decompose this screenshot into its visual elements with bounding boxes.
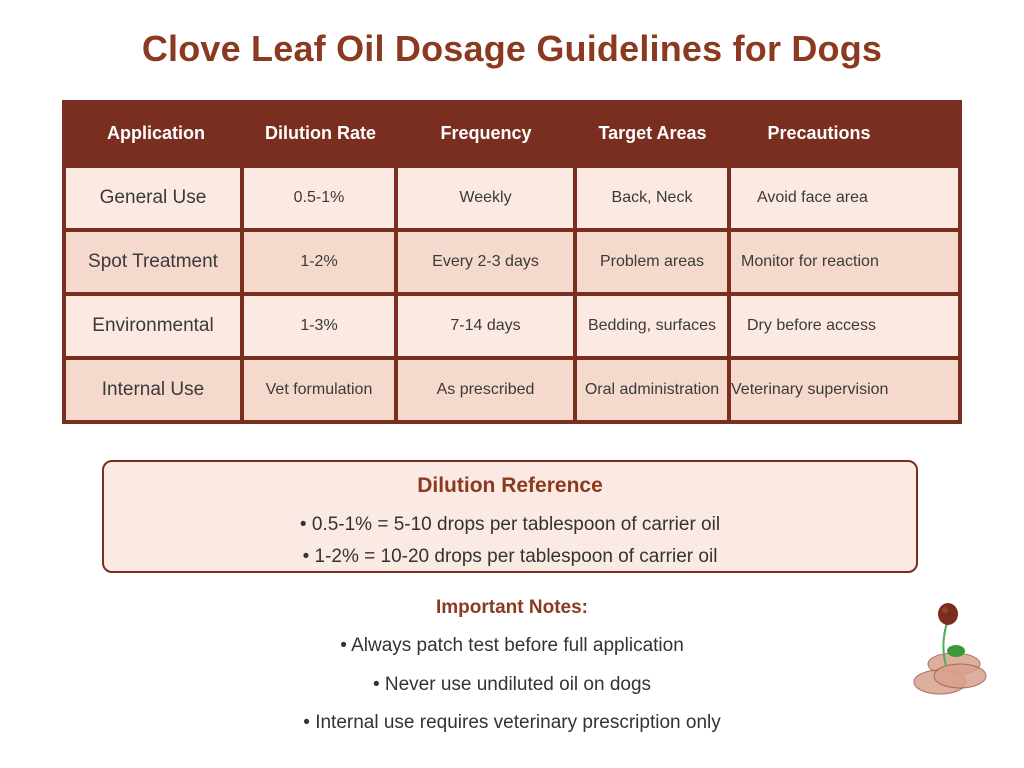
table-cell-dilution-rate: 0.5-1%	[244, 168, 394, 228]
table-cell-dilution-rate: 1-3%	[244, 296, 394, 356]
column-header-frequency: Frequency	[440, 123, 532, 143]
table-cell-target-areas: Bedding, surfaces	[577, 296, 727, 356]
dilution-reference-title: Dilution Reference	[417, 474, 603, 497]
important-note-item: • Never use undiluted oil on dogs	[372, 674, 652, 695]
column-header-dilution-rate: Dilution Rate	[265, 123, 376, 143]
page-title: Clove Leaf Oil Dosage Guidelines for Dogs	[141, 28, 883, 69]
table-cell-frequency: Weekly	[398, 168, 573, 228]
table-cell-target-areas: Oral administration	[577, 360, 727, 420]
clove-plant-icon	[910, 600, 994, 700]
important-note-item: • Always patch test before full application	[340, 635, 684, 656]
table-cell-dilution-rate: 1-2%	[244, 232, 394, 292]
table-cell-target-areas: Problem areas	[577, 232, 727, 292]
column-header-precautions: Precautions	[767, 123, 871, 143]
dosage-table	[62, 100, 962, 424]
table-cell-precautions: Avoid face area	[731, 168, 958, 228]
table-cell-precautions: Veterinary supervision	[731, 360, 958, 420]
table-cell-application: Internal Use	[66, 360, 240, 420]
table-cell-precautions: Monitor for reaction	[731, 232, 958, 292]
important-notes-title: Important Notes:	[436, 597, 588, 618]
dilution-reference-line: • 0.5-1% = 5-10 drops per tablespoon of carrier oil	[299, 514, 721, 535]
table-cell-frequency: As prescribed	[398, 360, 573, 420]
table-cell-frequency: 7-14 days	[398, 296, 573, 356]
column-header-application: Application	[107, 123, 205, 143]
important-note-item: • Internal use requires veterinary prescription only	[303, 712, 721, 733]
column-header-target-areas: Target Areas	[598, 123, 707, 143]
table-cell-application: Environmental	[66, 296, 240, 356]
dilution-reference-box	[102, 460, 918, 573]
table-cell-target-areas: Back, Neck	[577, 168, 727, 228]
table-cell-frequency: Every 2-3 days	[398, 232, 573, 292]
table-cell-application: General Use	[66, 168, 240, 228]
table-cell-dilution-rate: Vet formulation	[244, 360, 394, 420]
table-cell-application: Spot Treatment	[66, 232, 240, 292]
dilution-reference-line: • 1-2% = 10-20 drops per tablespoon of carrier oil	[302, 546, 718, 567]
table-cell-precautions: Dry before access	[731, 296, 958, 356]
